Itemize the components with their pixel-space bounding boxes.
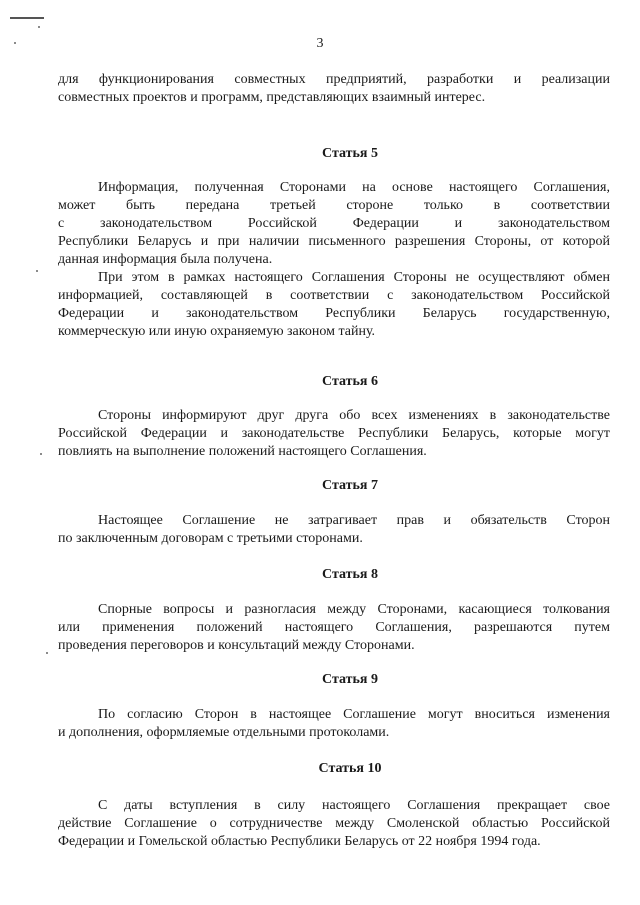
text-line: совместных проектов и программ, представляющих взаимный интерес.: [58, 90, 486, 105]
text-line: Информация, полученная Сторонами на основе настоящего Соглашения,: [98, 180, 610, 195]
page-number: 3: [316, 36, 324, 51]
scan-speck: [36, 270, 38, 272]
text-line: или применения положений настоящего Соглашения, разрешаются путем: [58, 620, 610, 635]
text-line: Федерации и законодательством Республики Беларусь государственную,: [58, 306, 610, 321]
text-line: Республики Беларусь и при наличии письменного разрешения Стороны, от которой: [58, 234, 610, 249]
text-line: с законодательством Российской Федерации и законодательством: [58, 216, 610, 231]
text-line: По согласию Сторон в настоящее Соглашение могут вноситься изменения: [98, 707, 610, 722]
text-line: по заключенным договорам с третьими сторонами.: [58, 531, 363, 546]
text-line: и дополнения, оформляемые отдельными протоколами.: [58, 725, 390, 740]
scan-speck: [40, 453, 42, 455]
text-line: может быть передана третьей стороне только в соответствии: [58, 198, 610, 213]
text-line: коммерческую или иную охраняемую законом тайну.: [58, 324, 376, 339]
text-line: данная информация была получена.: [58, 252, 273, 267]
scan-mark: [10, 17, 44, 19]
text-line: проведения переговоров и консультаций между Сторонами.: [58, 638, 415, 653]
text-line: повлиять на выполнение положений настоящего Соглашения.: [58, 444, 427, 459]
article-6-heading: Статья 6: [322, 374, 378, 389]
scan-speck: [38, 26, 40, 28]
text-line: При этом в рамках настоящего Соглашения Стороны не осуществляют обмен: [98, 270, 610, 285]
text-line: информацией, составляющей в соответствии с законодательством Российской: [58, 288, 610, 303]
text-line: Настоящее Соглашение не затрагивает прав и обязательств Сторон: [98, 513, 610, 528]
text-line: Спорные вопросы и разногласия между Сторонами, касающиеся толкования: [98, 602, 610, 617]
article-5-heading: Статья 5: [322, 146, 378, 161]
scan-speck: [46, 652, 48, 654]
article-10-heading: Статья 10: [318, 761, 382, 776]
text-line: Российской Федерации и законодательстве Республики Беларусь, которые могут: [58, 426, 610, 441]
article-9-heading: Статья 9: [322, 672, 378, 687]
text-line: Стороны информируют друг друга обо всех изменениях в законодательстве: [98, 408, 610, 423]
article-7-heading: Статья 7: [322, 478, 378, 493]
text-line: действие Соглашение о сотрудничестве между Смоленской областью Российской: [58, 816, 610, 831]
text-line: Федерации и Гомельской областью Республики Беларусь от 22 ноября 1994 года.: [58, 834, 541, 849]
article-8-heading: Статья 8: [322, 567, 378, 582]
text-line: С даты вступления в силу настоящего Соглашения прекращает свое: [98, 798, 610, 813]
text-line: для функционирования совместных предприятий, разработки и реализации: [58, 72, 610, 87]
